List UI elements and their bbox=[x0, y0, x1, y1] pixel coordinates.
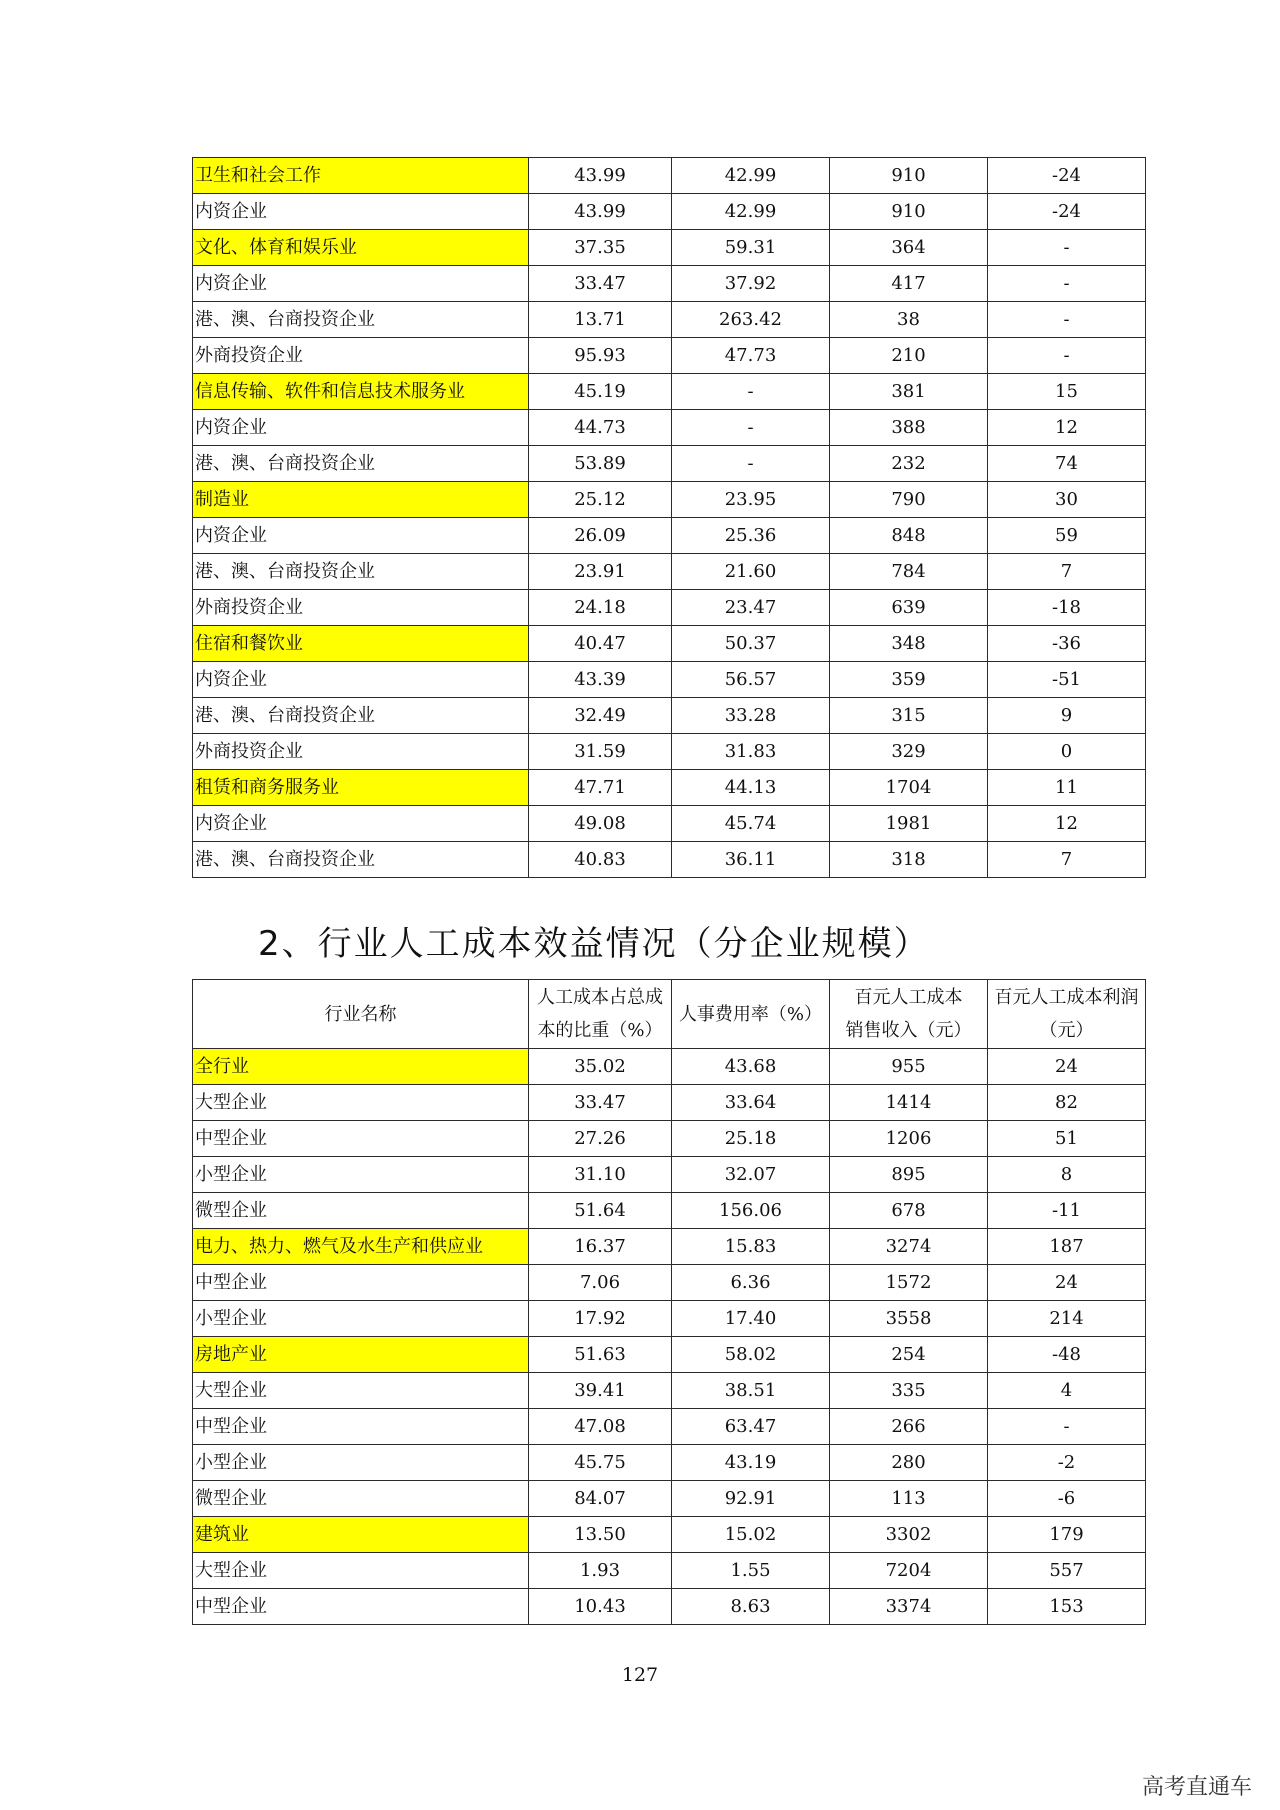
cell-industry-name: 内资企业 bbox=[193, 662, 529, 698]
cell-personnel-expense-rate: 23.95 bbox=[672, 482, 830, 518]
cell-profit-per-100-labor: -11 bbox=[988, 1193, 1146, 1229]
cell-profit-per-100-labor: - bbox=[988, 338, 1146, 374]
cell-personnel-expense-rate: 50.37 bbox=[672, 626, 830, 662]
cell-industry-name: 内资企业 bbox=[193, 806, 529, 842]
cell-personnel-expense-rate: 43.68 bbox=[672, 1049, 830, 1085]
table-row bbox=[193, 1229, 1146, 1265]
cell-sales-per-100-labor: 335 bbox=[830, 1373, 988, 1409]
cell-personnel-expense-rate: - bbox=[672, 446, 830, 482]
table-header-row bbox=[193, 980, 1146, 1049]
cell-personnel-expense-rate: 63.47 bbox=[672, 1409, 830, 1445]
cell-industry-name: 全行业 bbox=[193, 1049, 529, 1085]
cell-profit-per-100-labor: 7 bbox=[988, 842, 1146, 878]
cell-personnel-expense-rate: 156.06 bbox=[672, 1193, 830, 1229]
industry-scale-table bbox=[192, 979, 1146, 1625]
cell-sales-per-100-labor: 232 bbox=[830, 446, 988, 482]
cell-sales-per-100-labor: 318 bbox=[830, 842, 988, 878]
cell-personnel-expense-rate: 58.02 bbox=[672, 1337, 830, 1373]
table-row bbox=[193, 842, 1146, 878]
watermark: 高考直通车 bbox=[1141, 1775, 1252, 1800]
cell-industry-name: 卫生和社会工作 bbox=[193, 158, 529, 194]
cell-profit-per-100-labor: 153 bbox=[988, 1589, 1146, 1625]
table-row bbox=[193, 662, 1146, 698]
cell-labor-cost-share: 47.08 bbox=[529, 1409, 672, 1445]
cell-industry-name: 中型企业 bbox=[193, 1121, 529, 1157]
table-row bbox=[193, 590, 1146, 626]
cell-sales-per-100-labor: 895 bbox=[830, 1157, 988, 1193]
cell-profit-per-100-labor: 74 bbox=[988, 446, 1146, 482]
cell-profit-per-100-labor: -18 bbox=[988, 590, 1146, 626]
cell-labor-cost-share: 40.47 bbox=[529, 626, 672, 662]
table-row bbox=[193, 1193, 1146, 1229]
cell-labor-cost-share: 40.83 bbox=[529, 842, 672, 878]
table-row bbox=[193, 806, 1146, 842]
cell-personnel-expense-rate: 32.07 bbox=[672, 1157, 830, 1193]
table-row bbox=[193, 1085, 1146, 1121]
cell-labor-cost-share: 27.26 bbox=[529, 1121, 672, 1157]
cell-industry-name: 大型企业 bbox=[193, 1373, 529, 1409]
cell-industry-name: 电力、热力、燃气及水生产和供应业 bbox=[193, 1229, 529, 1265]
table-row bbox=[193, 1337, 1146, 1373]
cell-personnel-expense-rate: 15.02 bbox=[672, 1517, 830, 1553]
cell-sales-per-100-labor: 1572 bbox=[830, 1265, 988, 1301]
cell-labor-cost-share: 33.47 bbox=[529, 1085, 672, 1121]
cell-labor-cost-share: 23.91 bbox=[529, 554, 672, 590]
cell-labor-cost-share: 24.18 bbox=[529, 590, 672, 626]
cell-industry-name: 港、澳、台商投资企业 bbox=[193, 554, 529, 590]
cell-personnel-expense-rate: 6.36 bbox=[672, 1265, 830, 1301]
cell-sales-per-100-labor: 329 bbox=[830, 734, 988, 770]
cell-profit-per-100-labor: 4 bbox=[988, 1373, 1146, 1409]
header-industry-name: 行业名称 bbox=[193, 980, 529, 1049]
cell-labor-cost-share: 95.93 bbox=[529, 338, 672, 374]
cell-sales-per-100-labor: 254 bbox=[830, 1337, 988, 1373]
cell-labor-cost-share: 10.43 bbox=[529, 1589, 672, 1625]
cell-industry-name: 大型企业 bbox=[193, 1553, 529, 1589]
cell-profit-per-100-labor: -36 bbox=[988, 626, 1146, 662]
cell-profit-per-100-labor: 24 bbox=[988, 1049, 1146, 1085]
cell-profit-per-100-labor: 214 bbox=[988, 1301, 1146, 1337]
cell-industry-name: 信息传输、软件和信息技术服务业 bbox=[193, 374, 529, 410]
cell-personnel-expense-rate: 44.13 bbox=[672, 770, 830, 806]
cell-sales-per-100-labor: 210 bbox=[830, 338, 988, 374]
header-labor-cost-share: 人工成本占总成 本的比重（%） bbox=[529, 980, 672, 1049]
cell-industry-name: 制造业 bbox=[193, 482, 529, 518]
cell-labor-cost-share: 44.73 bbox=[529, 410, 672, 446]
cell-industry-name: 中型企业 bbox=[193, 1589, 529, 1625]
cell-sales-per-100-labor: 1704 bbox=[830, 770, 988, 806]
table-row bbox=[193, 374, 1146, 410]
cell-personnel-expense-rate: - bbox=[672, 410, 830, 446]
cell-personnel-expense-rate: 33.28 bbox=[672, 698, 830, 734]
cell-personnel-expense-rate: 59.31 bbox=[672, 230, 830, 266]
table-row bbox=[193, 1049, 1146, 1085]
cell-labor-cost-share: 51.63 bbox=[529, 1337, 672, 1373]
cell-profit-per-100-labor: 82 bbox=[988, 1085, 1146, 1121]
table-row bbox=[193, 302, 1146, 338]
cell-industry-name: 租赁和商务服务业 bbox=[193, 770, 529, 806]
cell-sales-per-100-labor: 848 bbox=[830, 518, 988, 554]
cell-personnel-expense-rate: - bbox=[672, 374, 830, 410]
cell-personnel-expense-rate: 42.99 bbox=[672, 194, 830, 230]
cell-personnel-expense-rate: 15.83 bbox=[672, 1229, 830, 1265]
cell-profit-per-100-labor: 557 bbox=[988, 1553, 1146, 1589]
cell-profit-per-100-labor: 12 bbox=[988, 806, 1146, 842]
cell-personnel-expense-rate: 92.91 bbox=[672, 1481, 830, 1517]
cell-labor-cost-share: 37.35 bbox=[529, 230, 672, 266]
cell-sales-per-100-labor: 3558 bbox=[830, 1301, 988, 1337]
cell-personnel-expense-rate: 25.18 bbox=[672, 1121, 830, 1157]
cell-industry-name: 小型企业 bbox=[193, 1157, 529, 1193]
cell-sales-per-100-labor: 113 bbox=[830, 1481, 988, 1517]
cell-industry-name: 港、澳、台商投资企业 bbox=[193, 698, 529, 734]
cell-profit-per-100-labor: 9 bbox=[988, 698, 1146, 734]
cell-personnel-expense-rate: 45.74 bbox=[672, 806, 830, 842]
table-row bbox=[193, 734, 1146, 770]
cell-personnel-expense-rate: 263.42 bbox=[672, 302, 830, 338]
cell-sales-per-100-labor: 38 bbox=[830, 302, 988, 338]
cell-profit-per-100-labor: 8 bbox=[988, 1157, 1146, 1193]
cell-labor-cost-share: 53.89 bbox=[529, 446, 672, 482]
cell-industry-name: 住宿和餐饮业 bbox=[193, 626, 529, 662]
cell-industry-name: 建筑业 bbox=[193, 1517, 529, 1553]
cell-labor-cost-share: 43.39 bbox=[529, 662, 672, 698]
cell-profit-per-100-labor: -24 bbox=[988, 158, 1146, 194]
cell-industry-name: 小型企业 bbox=[193, 1445, 529, 1481]
cell-industry-name: 中型企业 bbox=[193, 1409, 529, 1445]
cell-profit-per-100-labor: - bbox=[988, 230, 1146, 266]
cell-labor-cost-share: 1.93 bbox=[529, 1553, 672, 1589]
table-row bbox=[193, 1553, 1146, 1589]
cell-sales-per-100-labor: 790 bbox=[830, 482, 988, 518]
table-row bbox=[193, 1301, 1146, 1337]
cell-sales-per-100-labor: 364 bbox=[830, 230, 988, 266]
cell-labor-cost-share: 45.75 bbox=[529, 1445, 672, 1481]
table-row bbox=[193, 518, 1146, 554]
cell-labor-cost-share: 16.37 bbox=[529, 1229, 672, 1265]
cell-labor-cost-share: 43.99 bbox=[529, 194, 672, 230]
cell-sales-per-100-labor: 3274 bbox=[830, 1229, 988, 1265]
cell-personnel-expense-rate: 21.60 bbox=[672, 554, 830, 590]
table-row bbox=[193, 1157, 1146, 1193]
cell-profit-per-100-labor: - bbox=[988, 302, 1146, 338]
cell-personnel-expense-rate: 1.55 bbox=[672, 1553, 830, 1589]
cell-profit-per-100-labor: 0 bbox=[988, 734, 1146, 770]
cell-personnel-expense-rate: 47.73 bbox=[672, 338, 830, 374]
cell-industry-name: 外商投资企业 bbox=[193, 338, 529, 374]
cell-labor-cost-share: 13.71 bbox=[529, 302, 672, 338]
table-row bbox=[193, 410, 1146, 446]
table-row bbox=[193, 770, 1146, 806]
table-row bbox=[193, 698, 1146, 734]
table1-body bbox=[193, 158, 1146, 878]
cell-industry-name: 港、澳、台商投资企业 bbox=[193, 842, 529, 878]
cell-industry-name: 外商投资企业 bbox=[193, 590, 529, 626]
cell-profit-per-100-labor: 11 bbox=[988, 770, 1146, 806]
cell-labor-cost-share: 13.50 bbox=[529, 1517, 672, 1553]
cell-industry-name: 微型企业 bbox=[193, 1193, 529, 1229]
table-row bbox=[193, 266, 1146, 302]
cell-profit-per-100-labor: -51 bbox=[988, 662, 1146, 698]
cell-profit-per-100-labor: 12 bbox=[988, 410, 1146, 446]
cell-sales-per-100-labor: 7204 bbox=[830, 1553, 988, 1589]
cell-sales-per-100-labor: 381 bbox=[830, 374, 988, 410]
cell-sales-per-100-labor: 266 bbox=[830, 1409, 988, 1445]
cell-profit-per-100-labor: -6 bbox=[988, 1481, 1146, 1517]
table-row bbox=[193, 482, 1146, 518]
table-row bbox=[193, 446, 1146, 482]
cell-industry-name: 小型企业 bbox=[193, 1301, 529, 1337]
cell-labor-cost-share: 33.47 bbox=[529, 266, 672, 302]
cell-industry-name: 港、澳、台商投资企业 bbox=[193, 446, 529, 482]
table-row bbox=[193, 230, 1146, 266]
cell-labor-cost-share: 39.41 bbox=[529, 1373, 672, 1409]
cell-labor-cost-share: 7.06 bbox=[529, 1265, 672, 1301]
table-row bbox=[193, 1409, 1146, 1445]
cell-labor-cost-share: 31.10 bbox=[529, 1157, 672, 1193]
cell-industry-name: 中型企业 bbox=[193, 1265, 529, 1301]
cell-sales-per-100-labor: 1414 bbox=[830, 1085, 988, 1121]
cell-personnel-expense-rate: 25.36 bbox=[672, 518, 830, 554]
table-row bbox=[193, 1589, 1146, 1625]
cell-industry-name: 内资企业 bbox=[193, 194, 529, 230]
table2-body bbox=[193, 1049, 1146, 1625]
cell-sales-per-100-labor: 315 bbox=[830, 698, 988, 734]
cell-personnel-expense-rate: 36.11 bbox=[672, 842, 830, 878]
cell-personnel-expense-rate: 33.64 bbox=[672, 1085, 830, 1121]
cell-profit-per-100-labor: -48 bbox=[988, 1337, 1146, 1373]
section-title: 2、行业人工成本效益情况（分企业规模） bbox=[258, 924, 930, 964]
cell-sales-per-100-labor: 3302 bbox=[830, 1517, 988, 1553]
cell-sales-per-100-labor: 1981 bbox=[830, 806, 988, 842]
cell-sales-per-100-labor: 639 bbox=[830, 590, 988, 626]
cell-industry-name: 微型企业 bbox=[193, 1481, 529, 1517]
table-row bbox=[193, 1517, 1146, 1553]
table-row bbox=[193, 158, 1146, 194]
cell-profit-per-100-labor: 7 bbox=[988, 554, 1146, 590]
cell-personnel-expense-rate: 8.63 bbox=[672, 1589, 830, 1625]
cell-sales-per-100-labor: 280 bbox=[830, 1445, 988, 1481]
cell-profit-per-100-labor: 24 bbox=[988, 1265, 1146, 1301]
header-personnel-expense-rate: 人事费用率（%） bbox=[672, 980, 830, 1049]
cell-profit-per-100-labor: 30 bbox=[988, 482, 1146, 518]
cell-labor-cost-share: 51.64 bbox=[529, 1193, 672, 1229]
cell-profit-per-100-labor: - bbox=[988, 1409, 1146, 1445]
cell-personnel-expense-rate: 23.47 bbox=[672, 590, 830, 626]
cell-industry-name: 内资企业 bbox=[193, 410, 529, 446]
cell-personnel-expense-rate: 38.51 bbox=[672, 1373, 830, 1409]
cell-industry-name: 文化、体育和娱乐业 bbox=[193, 230, 529, 266]
cell-labor-cost-share: 31.59 bbox=[529, 734, 672, 770]
cell-profit-per-100-labor: 59 bbox=[988, 518, 1146, 554]
table-row bbox=[193, 554, 1146, 590]
cell-profit-per-100-labor: -2 bbox=[988, 1445, 1146, 1481]
table-row bbox=[193, 1445, 1146, 1481]
cell-sales-per-100-labor: 388 bbox=[830, 410, 988, 446]
table-row bbox=[193, 1373, 1146, 1409]
cell-personnel-expense-rate: 31.83 bbox=[672, 734, 830, 770]
cell-industry-name: 房地产业 bbox=[193, 1337, 529, 1373]
table-row bbox=[193, 338, 1146, 374]
cell-sales-per-100-labor: 910 bbox=[830, 194, 988, 230]
cell-personnel-expense-rate: 43.19 bbox=[672, 1445, 830, 1481]
cell-sales-per-100-labor: 1206 bbox=[830, 1121, 988, 1157]
table-row bbox=[193, 626, 1146, 662]
cell-personnel-expense-rate: 42.99 bbox=[672, 158, 830, 194]
cell-sales-per-100-labor: 359 bbox=[830, 662, 988, 698]
cell-profit-per-100-labor: 179 bbox=[988, 1517, 1146, 1553]
cell-industry-name: 大型企业 bbox=[193, 1085, 529, 1121]
cell-labor-cost-share: 25.12 bbox=[529, 482, 672, 518]
cell-industry-name: 内资企业 bbox=[193, 266, 529, 302]
cell-profit-per-100-labor: 51 bbox=[988, 1121, 1146, 1157]
industry-table-continued bbox=[192, 157, 1146, 878]
header-sales-per-100-labor: 百元人工成本 销售收入（元） bbox=[830, 980, 988, 1049]
cell-profit-per-100-labor: 15 bbox=[988, 374, 1146, 410]
cell-labor-cost-share: 49.08 bbox=[529, 806, 672, 842]
table-row bbox=[193, 1481, 1146, 1517]
cell-personnel-expense-rate: 17.40 bbox=[672, 1301, 830, 1337]
page-number: 127 bbox=[621, 1664, 659, 1686]
cell-industry-name: 内资企业 bbox=[193, 518, 529, 554]
cell-labor-cost-share: 17.92 bbox=[529, 1301, 672, 1337]
cell-profit-per-100-labor: - bbox=[988, 266, 1146, 302]
cell-sales-per-100-labor: 955 bbox=[830, 1049, 988, 1085]
cell-labor-cost-share: 84.07 bbox=[529, 1481, 672, 1517]
cell-sales-per-100-labor: 3374 bbox=[830, 1589, 988, 1625]
cell-labor-cost-share: 43.99 bbox=[529, 158, 672, 194]
header-profit-per-100-labor: 百元人工成本利润 （元） bbox=[988, 980, 1146, 1049]
cell-personnel-expense-rate: 37.92 bbox=[672, 266, 830, 302]
cell-labor-cost-share: 32.49 bbox=[529, 698, 672, 734]
cell-labor-cost-share: 26.09 bbox=[529, 518, 672, 554]
cell-profit-per-100-labor: -24 bbox=[988, 194, 1146, 230]
cell-industry-name: 外商投资企业 bbox=[193, 734, 529, 770]
cell-profit-per-100-labor: 187 bbox=[988, 1229, 1146, 1265]
cell-sales-per-100-labor: 910 bbox=[830, 158, 988, 194]
cell-sales-per-100-labor: 784 bbox=[830, 554, 988, 590]
cell-sales-per-100-labor: 348 bbox=[830, 626, 988, 662]
cell-labor-cost-share: 45.19 bbox=[529, 374, 672, 410]
cell-industry-name: 港、澳、台商投资企业 bbox=[193, 302, 529, 338]
cell-labor-cost-share: 47.71 bbox=[529, 770, 672, 806]
table-row bbox=[193, 194, 1146, 230]
cell-labor-cost-share: 35.02 bbox=[529, 1049, 672, 1085]
cell-sales-per-100-labor: 417 bbox=[830, 266, 988, 302]
table-row bbox=[193, 1265, 1146, 1301]
cell-sales-per-100-labor: 678 bbox=[830, 1193, 988, 1229]
cell-personnel-expense-rate: 56.57 bbox=[672, 662, 830, 698]
table-row bbox=[193, 1121, 1146, 1157]
